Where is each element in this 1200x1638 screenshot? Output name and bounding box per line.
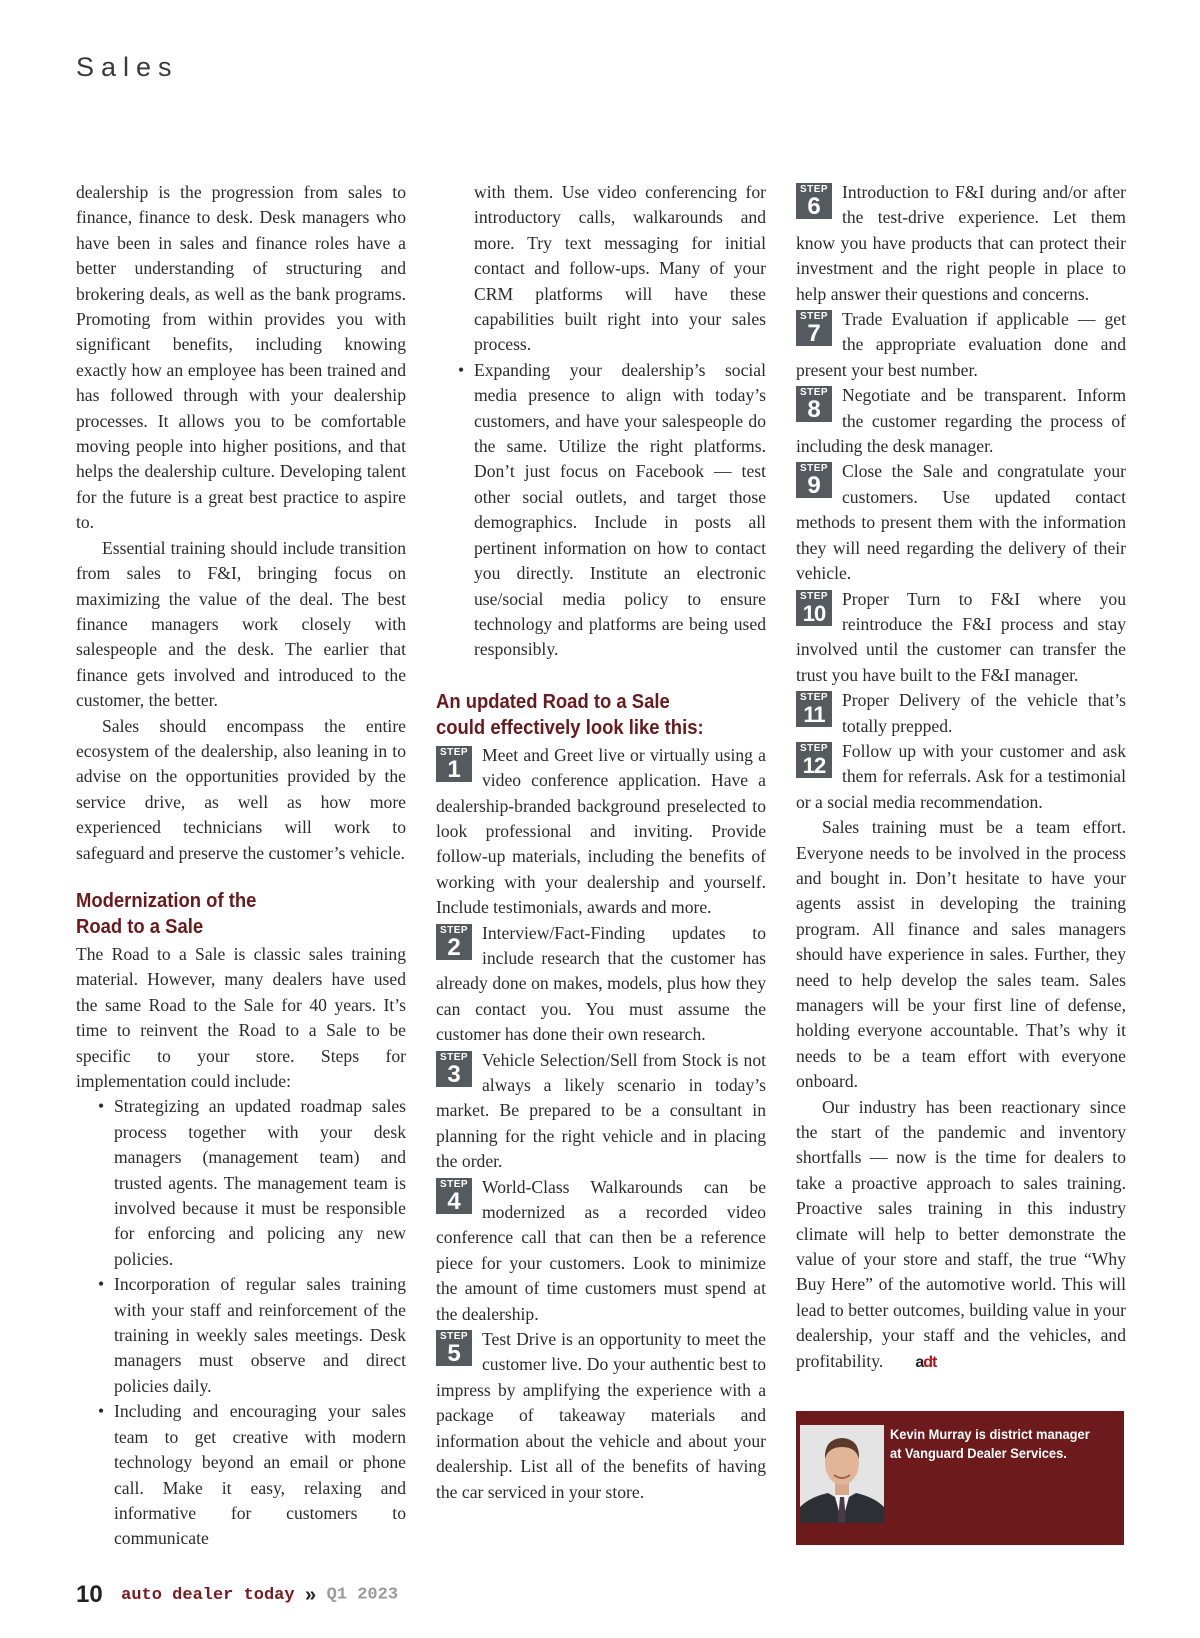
paragraph: dealership is the progression from sales to finance, finance to desk. Desk managers who have been in sales and finance roles have a better understanding of structuring and brokering deals, as well as the bank programs. Promoting from within provides you with significant benefits, including knowing exactly how an employee has been trained and has followed through with your dealership processes. It allows you to be comfortable moving people into higher positions, and that helps the dealership culture. Developing talent for the future is a great best practice to aspire to. [76, 182, 406, 533]
column-1 [76, 180, 406, 1552]
step-badge: STEP 9 [796, 462, 832, 498]
footer-separator: » [305, 1583, 317, 1606]
step-text: Close the Sale and congratulate your customers. Use updated contact methods to present them with the information they will need regarding the delivery of their vehicle. [796, 461, 1126, 584]
step-12 [796, 739, 1126, 815]
step-2 [436, 921, 766, 1048]
step-1 [436, 743, 766, 921]
step-badge: STEP 2 [436, 924, 472, 960]
issue-label: Q1 2023 [326, 1585, 399, 1605]
step-badge: STEP 5 [436, 1330, 472, 1366]
end-mark-logo: adt [915, 1353, 937, 1371]
step-badge: STEP 11 [796, 691, 832, 727]
step-7 [796, 307, 1126, 383]
step-badge: STEP 3 [436, 1051, 472, 1087]
column-2 [436, 180, 766, 1505]
step-5 [436, 1327, 766, 1505]
step-text: World-Class Walkarounds can be modernized as a recorded video conference call that can then be a reference piece for your customers. Look to minimize the amount of time customers must spend at the dealership. [436, 1176, 766, 1324]
step-text: Follow up with your customer and ask them for referrals. Ask for a testimonial or a social media recommendation. [796, 740, 1126, 812]
step-badge: STEP 7 [796, 310, 832, 346]
step-text: Negotiate and be transparent. Inform the customer regarding the process of including the desk manager. [796, 385, 1126, 457]
section-heading-updated-road: An updated Road to a Sale could effectively look like this: [436, 689, 704, 739]
step-text: Meet and Greet live or virtually using a video conference application. Have a dealership-branded background preselected to look professional and inviting. Provide follow-up materials, including the benefits of working with your dealership and yourself. Include testimonials, awards and more. [436, 744, 766, 918]
step-10 [796, 587, 1126, 689]
list-item: • Expanding your dealership’s social media presence to align with today’s customers, and have your salespeople do the same. Utilize the right platforms. Don’t just focus on Facebook — test other social outlets, and target those demographics. Include in posts all pertinent information on how to contact you directly. Institute an electronic use/social media policy to ensure technology and platforms are being used responsibly. [436, 358, 766, 663]
magazine-title: auto dealer today [121, 1585, 295, 1605]
list-item: • Strategizing an updated roadmap sales process together with your desk managers (management team) and trusted agents. The management team is involved because it must be responsible for enforcing and policing any new policies. [76, 1094, 406, 1272]
step-badge: STEP 10 [796, 590, 832, 626]
step-badge: STEP 1 [436, 746, 472, 782]
author-bio-text: Kevin Murray is district manager at Vanguard Dealer Services. [890, 1426, 1090, 1461]
step-badge: STEP 8 [796, 386, 832, 422]
step-text: Trade Evaluation if applicable — get the appropriate evaluation done and present your best number. [796, 309, 1126, 380]
step-badge: STEP 6 [796, 183, 832, 219]
paragraph: Sales training must be a team effort. Everyone needs to be involved in the process and bought in. Don’t hesitate to have your agents assist in developing the training program. All finance and sales managers should have experience in sales. Further, they need to help develop the sales team. Sales managers will be your first line of defense, holding everyone accountable. That’s why it needs to be a team effort with everyone onboard. [796, 817, 1126, 1092]
step-text: Vehicle Selection/Sell from Stock is not always a likely scenario in today’s market. Be prepared to be a consultant in planning for the right vehicle and in placing the order. [436, 1049, 766, 1172]
author-photo [800, 1425, 884, 1523]
step-text: Test Drive is an opportunity to meet the customer live. Do your authentic best to impress by amplifying the experience with a package of takeaway materials and information about the vehicle and about your dealership. List all of the benefits of having the car serviced in your store. [436, 1329, 766, 1502]
step-3 [436, 1048, 766, 1175]
page-footer [76, 1581, 398, 1609]
step-text: Introduction to F&I during and/or after the test-drive experience. Let them know you have products that can protect their investment and the right people in place to help answer their questions and concerns. [796, 182, 1126, 304]
step-9 [796, 459, 1126, 586]
section-heading-modernization: Modernization of the Road to a Sale [76, 888, 257, 938]
paragraph: The Road to a Sale is classic sales training material. However, many dealers have used the same Road to the Sale for 40 years. It’s time to reinvent the Road to a Sale to be specific to your store. Steps for implementation could include: [76, 943, 406, 1091]
bullet-list [76, 1094, 406, 1551]
paragraph: Sales should encompass the entire ecosystem of the dealership, also leaning in to advise on the opportunities provided by the service drive, as well as how more experienced technicians will work to safeguard and preserve the customer’s vehicle. [76, 715, 406, 863]
step-badge: STEP 12 [796, 742, 832, 778]
step-8 [796, 383, 1126, 459]
section-label: Sales [76, 52, 179, 82]
author-bio-box [796, 1411, 1124, 1545]
step-4 [436, 1175, 766, 1327]
step-11 [796, 688, 1126, 739]
step-text: Interview/Fact-Finding updates to include research that the customer has already done on makes, models, plus how they can contact you. You must assume the customer has done their own research. [436, 922, 766, 1045]
step-badge: STEP 4 [436, 1178, 472, 1214]
column-3 [796, 180, 1126, 1375]
step-6 [796, 180, 1126, 307]
step-text: Proper Turn to F&I where you reintroduce the F&I process and stay involved until the customer can transfer the trust you have built to the F&I manager. [796, 588, 1126, 685]
bullet-list [436, 358, 766, 663]
paragraph: with them. Use video conferencing for introductory calls, walkarounds and more. Try text messaging for initial contact and follow-ups. Many of your CRM platforms will have these capabilities built right into your sales process. [474, 182, 766, 355]
list-item: • Incorporation of regular sales training with your staff and reinforcement of the training in weekly sales meetings. Desk managers must observe and direct policies daily. [76, 1272, 406, 1399]
step-text: Proper Delivery of the vehicle that’s totally prepped. [842, 690, 1126, 736]
paragraph: Our industry has been reactionary since the start of the pandemic and inventory shortfalls — now is the time for dealers to take a proactive approach to sales training. Proactive sales training in this industry climate will help to better demonstrate the value of your store and staff, the true “Why Buy Here” of the automotive world. This will lead to better outcomes, building value in your dealership, your staff and the vehicles, and profitability. adt [796, 1095, 1126, 1375]
paragraph: Essential training should include transition from sales to F&I, bringing focus on maximizing the value of the deal. The best finance managers work closely with salespeople and the desk. The earlier that finance gets involved and introduced to the customer, the better. [76, 537, 406, 711]
list-item: • Including and encouraging your sales team to get creative with modern technology beyond an email or phone call. Make it easy, relaxing and informative for customers to communicate [76, 1399, 406, 1551]
author-portrait-illustration [800, 1425, 884, 1523]
page-number: 10 [76, 1581, 103, 1608]
